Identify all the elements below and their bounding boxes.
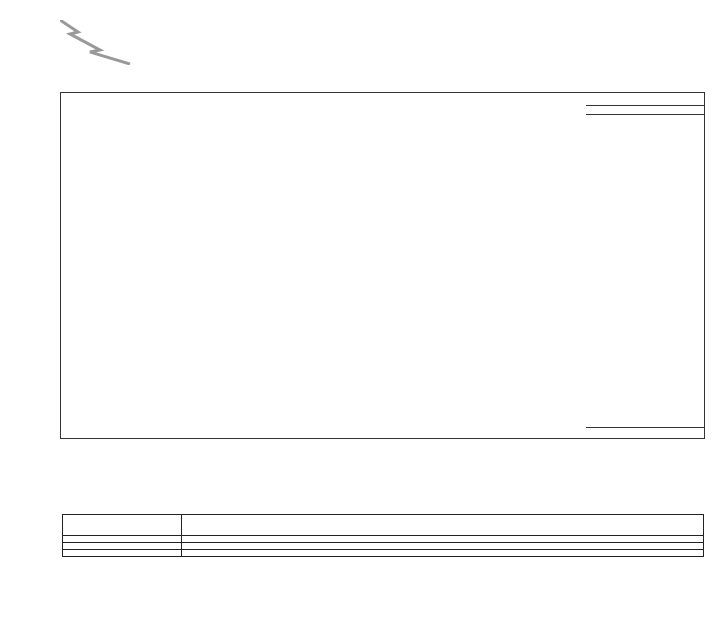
intraday-chart-svg [61,93,587,438]
quote-side-panel [586,92,705,439]
element-table [62,514,704,557]
table-cell-element [63,543,182,550]
table-cell-element [63,550,182,557]
table-header-meaning [182,515,704,536]
updown-row [586,105,704,115]
table-cell-meaning [182,550,704,557]
table-cell-meaning [182,536,704,543]
side-panel-title [586,93,704,105]
side-panel-tabs [586,427,704,438]
table-header-element [63,515,182,536]
table-cell-element [63,536,182,543]
table-row [63,536,704,543]
header-banner [0,0,717,50]
table-row [63,550,704,557]
table-header-row [63,515,704,536]
table-cell-meaning [182,543,704,550]
table-row [63,543,704,550]
intraday-chart [60,92,588,439]
lightning-decoration-icon [60,20,180,65]
